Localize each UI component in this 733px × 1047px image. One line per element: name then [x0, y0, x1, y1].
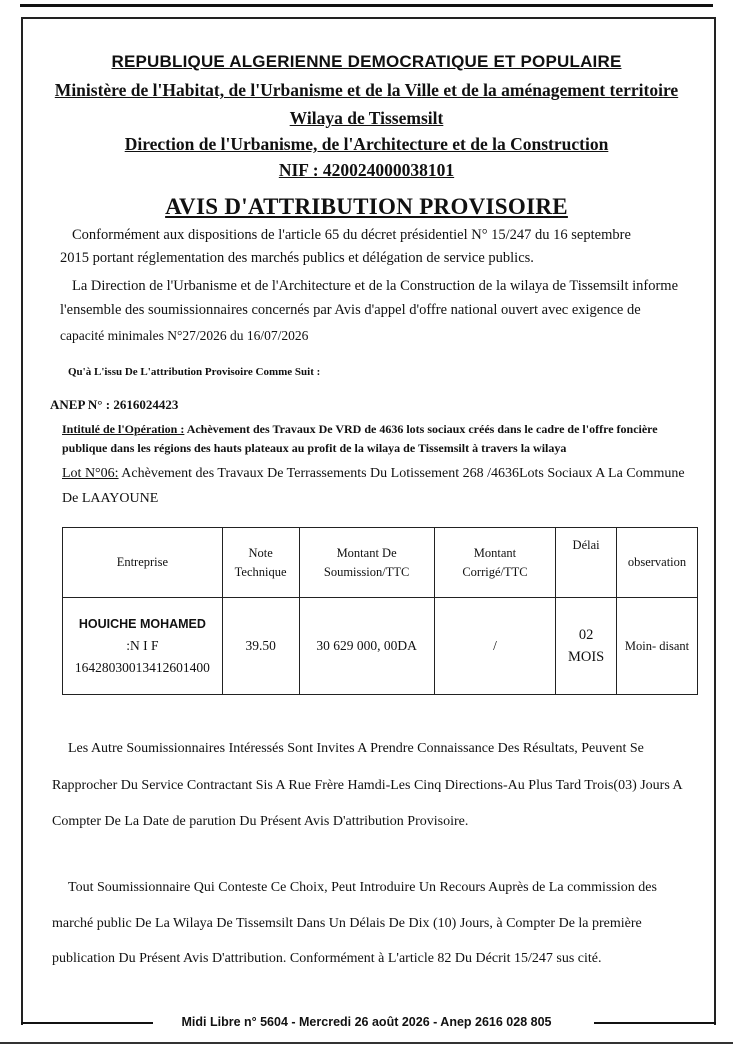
closing-p1-line2: Rapprocher Du Service Contractant Sis A Rue Frère Hamdi-Les Cinq Directions-Au Plus Tard Trois(03) Jours A [52, 778, 683, 793]
header-nif: NIF : 420024000038101 [278, 160, 455, 180]
bottom-rule [0, 1042, 733, 1044]
th-observation: observation [616, 528, 697, 598]
lot-line1 [62, 466, 685, 482]
table-header-row [63, 528, 698, 598]
th-note: Note Technique [222, 528, 299, 598]
cell-delai: 02 MOIS [556, 598, 617, 695]
th-montant: Montant De Soumission/TTC [299, 528, 434, 598]
cell-corrige: / [434, 598, 556, 695]
attribution-table [62, 527, 698, 695]
header-republique: REPUBLIQUE ALGERIENNE DEMOCRATIQUE ET POPULAIRE [111, 52, 622, 71]
intro-para1-line1: Conformément aux dispositions de l'article 65 du décret présidentiel N° 15/247 du 16 septembre [72, 227, 631, 243]
intro-para2-line3: capacité minimales N°27/2026 du 16/07/2026 [60, 328, 309, 343]
lot-label: Lot N°06: [62, 466, 119, 481]
operation-label: Intitulé de l'Opération : [62, 422, 185, 436]
table-row [63, 598, 698, 695]
th-corrige: Montant Corrigé/TTC [434, 528, 556, 598]
cell-observation: Moin- disant [616, 598, 697, 695]
intro-para2-line2: l'ensemble des soumissionnaires concernés par Avis d'appel d'offre national ouvert avec exigence de [60, 302, 641, 318]
closing-p2-line1: Tout Soumissionnaire Qui Conteste Ce Choix, Peut Introduire Un Recours Auprès de La commission des [68, 880, 657, 895]
closing-p2-line2: marché public De La Wilaya De Tissemsilt Dans Un Délais De Dix (10) Jours, à Compter De la première [52, 916, 642, 931]
cell-entreprise: HOUICHE MOHAMED :N I F 16428030013412601400 [63, 598, 223, 695]
lot-text-1: Achèvement des Travaux De Terrassements Du Lotissement 268 /4636Lots Sociaux A La Commune [121, 466, 685, 481]
operation-text-1: Achèvement des Travaux De VRD de 4636 lots sociaux créés dans le cadre de l'offre foncière [186, 422, 658, 436]
cell-montant: 30 629 000, 00DA [299, 598, 434, 695]
footer-rule-right [594, 1022, 716, 1024]
issue-line: Qu'à L'issu De L'attribution Provisoire Comme Suit : [68, 366, 321, 378]
top-rule [20, 4, 713, 7]
header-direction: Direction de l'Urbanisme, de l'Architecture et de la Construction [124, 134, 609, 154]
th-entreprise: Entreprise [63, 528, 223, 598]
intro-para1-line2: 2015 portant réglementation des marchés publics et délégation de service publics. [60, 250, 534, 266]
intro-para2-line1: La Direction de l'Urbanisme et de l'Architecture et de la Construction de la wilaya de Tissemsilt informe [72, 278, 679, 294]
header-wilaya: Wilaya de Tissemsilt [289, 108, 444, 128]
closing-p1-line1: Les Autre Soumissionnaires Intéressés Sont Invites A Prendre Connaissance Des Résultats, Peuvent Se [68, 741, 644, 756]
cell-note: 39.50 [222, 598, 299, 695]
closing-p2-line3: publication Du Présent Avis D'attribution. Conformément à L'article 82 Du Décrit 15/247 sus cité. [52, 951, 602, 966]
lot-text-2: De LAAYOUNE [62, 491, 159, 506]
operation-line1 [62, 422, 658, 437]
closing-p1-line3: Compter De La Date de parution Du Présent Avis D'attribution Provisoire. [52, 814, 469, 829]
operation-text-2: publique dans les régions des hauts plateaux au profit de la wilaya de Tissemsilt à travers la wilaya [62, 441, 567, 455]
footer-publication: Midi Libre n° 5604 - Mercredi 26 août 2026 - Anep 2616 028 805 [181, 1015, 552, 1029]
th-delai: Délai [556, 528, 617, 598]
anep-number: ANEP N° : 2616024423 [50, 397, 179, 412]
avis-title: AVIS D'ATTRIBUTION PROVISOIRE [165, 194, 568, 219]
header-ministere: Ministère de l'Habitat, de l'Urbanisme et de la Ville et de la aménagement territoire [54, 80, 679, 100]
